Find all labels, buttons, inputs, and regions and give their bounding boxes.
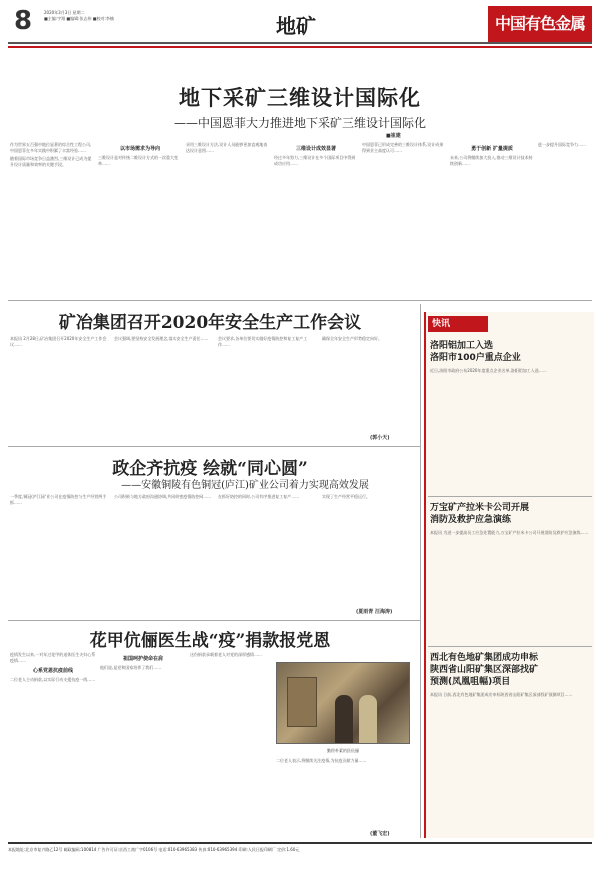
header-rule <box>8 46 592 48</box>
article1-col4: 三维设计成效显著 经过多年努力,三维设计在多个国际项目中得到成功应用…… <box>274 142 358 298</box>
article2-col3: 会议要求,各单位要切实做好疫情防控和复工复产工作…… <box>218 336 308 347</box>
photo-door <box>287 677 317 727</box>
photo-caption: 勤俭朴素的医伉俪 <box>327 748 359 753</box>
article1-col6: 勇于创新 扩量提质 未来,公司将继续加大投入,推动三维设计技术持续创新…… <box>450 146 533 166</box>
article1-subtitle-a: 以市场需求为导向 <box>119 146 160 152</box>
article1-subhead: ——中国恩菲大力推进地下采矿三维设计国际化 <box>173 116 426 130</box>
article1-subtitle-c: 勇于创新 扩量提质 <box>471 146 513 152</box>
article3-col3: 在抓好防控的同时,公司有序推进复工复产…… <box>218 494 300 499</box>
photo-person <box>335 695 353 743</box>
article3-headline: 政企齐抗疫 绘就“同心圆” <box>112 459 308 479</box>
article4-subtitle-b: 祖国呵护使命在肩 <box>122 656 163 662</box>
column-divider <box>420 304 421 838</box>
section-title: 地矿 <box>276 14 316 38</box>
flash3-title3: 预测(凤凰咀幅)项目 <box>430 677 511 687</box>
divider <box>8 446 420 447</box>
article4-col1: 疫情发生以来,一对年过花甲的退休医生夫妇心系疫情…… 心系党恩抗疫前线 二位老人主动捐款,以实际行动支援抗疫一线…… <box>10 652 96 682</box>
flash1-title: 洛阳铝加工入选 <box>430 341 494 351</box>
article1-col7: 进一步提升国际竞争力…… <box>538 142 586 147</box>
article1-byline: ■崔建 <box>386 133 401 139</box>
article3-col4: 实现了生产经营平稳运行。 <box>322 494 370 499</box>
photo-person <box>359 695 377 743</box>
article4-subtitle-a: 心系党恩抗疫前线 <box>32 668 73 674</box>
article1-headline: 地下采矿三维设计国际化 <box>179 85 421 110</box>
date-line: 2020年3月3日 星期二 <box>44 10 85 15</box>
flash2-title: 万宝矿产拉米卡公司开展 <box>430 503 530 513</box>
masthead <box>8 6 592 69</box>
article1-col5: 中国恩菲已形成完善的三维设计体系,设计成果得到业主高度认可…… <box>362 142 444 153</box>
divider <box>428 496 592 497</box>
article1-col2: 以市场需求为导向 三维设计是对传统二维设计方式的一次重大变革…… <box>98 142 182 298</box>
article2-byline: (郭小天) <box>370 435 390 441</box>
news-flash-tag: 快讯 <box>428 316 488 332</box>
article4-col3: 这份捐款承载着老人对党的深厚感情…… <box>190 652 262 657</box>
flash2-title2: 消防及救护应急演练 <box>430 515 512 525</box>
flash3-body: 本报讯 日前,西北有色地矿集团成功申标陕西省山阳矿集区深部找矿预测项目…… <box>430 692 573 697</box>
divider <box>8 300 592 301</box>
article3-byline: (夏雨青 汪海涛) <box>356 609 393 615</box>
flash3-title2: 陕西省山阳矿集区深部找矿 <box>430 665 539 675</box>
masthead-info <box>44 10 114 22</box>
article4-col2: 祖国呵护使命在肩 他们说,是党和国家培养了我们…… <box>100 652 186 838</box>
article1-subtitle-b: 三维设计成效显著 <box>295 146 336 152</box>
article1-col1: 作为世界五百强中地位显著的综合性工程公司,中国恩菲在多年实践中积累了丰富经验…… 随着国际市场竞争日益激烈,三维设计已成为提升设计质量和效率的关键手段。 <box>10 142 92 167</box>
article3-col2: 公司积极与地方政府沟通协调,共同织密疫情防控网…… <box>114 494 212 499</box>
article2-col1: 本报讯 2月28日,矿冶集团召开2020年安全生产工作会议…… <box>10 336 107 347</box>
article2-col4: 确保全年安全生产形势稳定向好。 <box>322 336 382 341</box>
divider <box>8 620 420 621</box>
footer: 本报地址:北京市复兴路乙12号 邮政编码:100814 广告许可证:京西工商广字0106号 电话:010-63965383 传真:010-63965394 印刷:人民日报印刷厂 定价:1.60元 <box>8 842 592 858</box>
couple-photo <box>276 662 410 744</box>
article3-subhead: ——安徽铜陵有色铜冠(庐江)矿业公司着力实现高效发展 <box>121 480 369 491</box>
article4-col4: 二位老人表示,将继续关注疫情,为抗疫贡献力量…… <box>276 758 367 763</box>
divider <box>428 646 592 647</box>
article3-col1: 一季度,铜冠(庐江)矿业公司在疫情防控与生产经营两手抓…… <box>10 494 107 505</box>
article1-col3: 采用三维设计方法,设计人员能够更加直观地表达设计意图…… <box>186 142 268 153</box>
newspaper-logo: 中国有色金属报 <box>488 6 592 42</box>
flash1-body: 近日,洛阳市政府公布2020年度重点企业名单,洛阳铝加工入选…… <box>430 368 547 373</box>
article2-col2: 会议强调,要坚持安全发展理念,落实安全生产责任…… <box>114 336 209 341</box>
page-number: 8 <box>14 6 33 36</box>
editor-line: ■主编:宇翔 ■编辑:张志伟 ■校对:李楠 <box>44 16 114 21</box>
article2-headline: 矿冶集团召开2020年安全生产工作会议 <box>58 313 362 333</box>
flash3-title: 西北有色地矿集团成功申标 <box>430 653 539 663</box>
flash1-title2: 洛阳市100户重点企业 <box>430 353 521 363</box>
article4-headline: 花甲伉俪医生战“疫”捐款报党恩 <box>89 631 331 651</box>
article4-byline: (董飞宏) <box>370 831 390 837</box>
flash2-body: 本报讯 为进一步提高员工应急处置能力,万宝矿产拉米卡公司开展消防及救护应急演练…… <box>430 530 589 535</box>
